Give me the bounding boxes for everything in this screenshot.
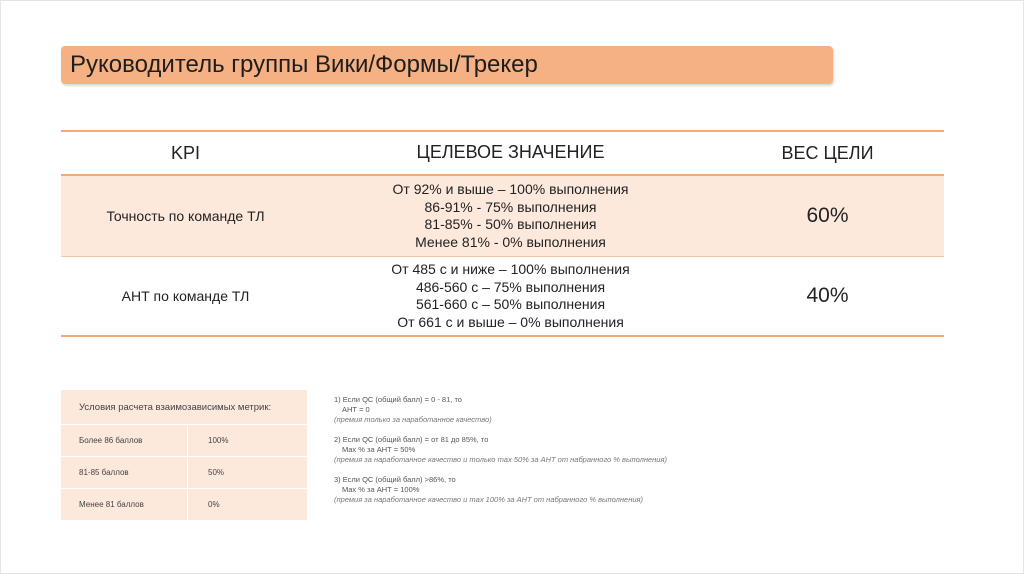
target-line: 486-560 с – 75% выполнения bbox=[415, 278, 606, 295]
note-result: Max % за АНТ = 50% bbox=[342, 445, 416, 454]
page-title: Руководитель группы Вики/Формы/Трекер bbox=[70, 51, 538, 78]
note-condition: 3) Если QC (общий балл) >86%, то bbox=[334, 475, 456, 484]
condition-label: Более 86 баллов bbox=[61, 425, 188, 457]
note-result: Max % за АНТ = 100% bbox=[342, 485, 420, 494]
kpi-row-aht bbox=[61, 257, 944, 337]
notes-block bbox=[334, 395, 754, 515]
header-kpi: KPI bbox=[61, 131, 310, 175]
note-condition: 1) Если QC (общий балл) = 0 - 81, то bbox=[334, 395, 462, 404]
kpi-row-accuracy bbox=[61, 175, 944, 257]
note-condition: 2) Если QC (общий балл) = от 81 до 85%, то bbox=[334, 435, 489, 444]
kpi-name: Точность по команде ТЛ bbox=[61, 175, 310, 257]
condition-value: 50% bbox=[188, 457, 308, 489]
conditions-row bbox=[61, 425, 307, 457]
conditions-heading: Условия расчета взаимозависимых метрик: bbox=[61, 390, 307, 425]
note-comment: (премия только за наработанное качество) bbox=[334, 415, 492, 424]
header-weight: ВЕС ЦЕЛИ bbox=[711, 131, 944, 175]
title-bar bbox=[61, 46, 833, 84]
target-line: От 661 с и выше – 0% выполнения bbox=[397, 313, 624, 330]
condition-label: 81-85 баллов bbox=[61, 457, 188, 489]
target-line: 81-85% - 50% выполнения bbox=[424, 216, 597, 232]
note-item bbox=[334, 475, 754, 505]
kpi-weight: 60% bbox=[711, 175, 944, 257]
kpi-table-header bbox=[61, 131, 944, 175]
kpi-table bbox=[61, 130, 944, 337]
kpi-target bbox=[310, 257, 711, 337]
target-line: 86-91% - 75% выполнения bbox=[424, 198, 597, 215]
note-item bbox=[334, 395, 754, 425]
note-result: АНТ = 0 bbox=[342, 405, 370, 414]
conditions-heading-row bbox=[61, 390, 307, 425]
condition-value: 0% bbox=[188, 489, 308, 521]
note-item bbox=[334, 435, 754, 465]
condition-value: 100% bbox=[188, 425, 308, 457]
note-comment: (премия за наработанное качество и max 100% за АНТ от набранного % выполнения) bbox=[334, 495, 643, 504]
target-line: 561-660 с – 50% выполнения bbox=[415, 296, 606, 312]
conditions-row bbox=[61, 489, 307, 521]
conditions-table bbox=[61, 389, 307, 520]
conditions-row bbox=[61, 457, 307, 489]
kpi-target bbox=[310, 175, 711, 257]
condition-label: Менее 81 баллов bbox=[61, 489, 188, 521]
target-line: Менее 81% - 0% выполнения bbox=[415, 233, 606, 250]
target-line: От 485 с и ниже – 100% выполнения bbox=[391, 261, 630, 277]
kpi-name: АНТ по команде ТЛ bbox=[61, 257, 310, 337]
target-line: От 92% и выше – 100% выполнения bbox=[392, 181, 629, 197]
kpi-weight: 40% bbox=[711, 257, 944, 337]
note-comment: (премия за наработанное качество и только max 50% за АНТ от набранного % выполнения) bbox=[334, 455, 667, 464]
header-target-value: ЦЕЛЕВОЕ ЗНАЧЕНИЕ bbox=[310, 131, 711, 175]
